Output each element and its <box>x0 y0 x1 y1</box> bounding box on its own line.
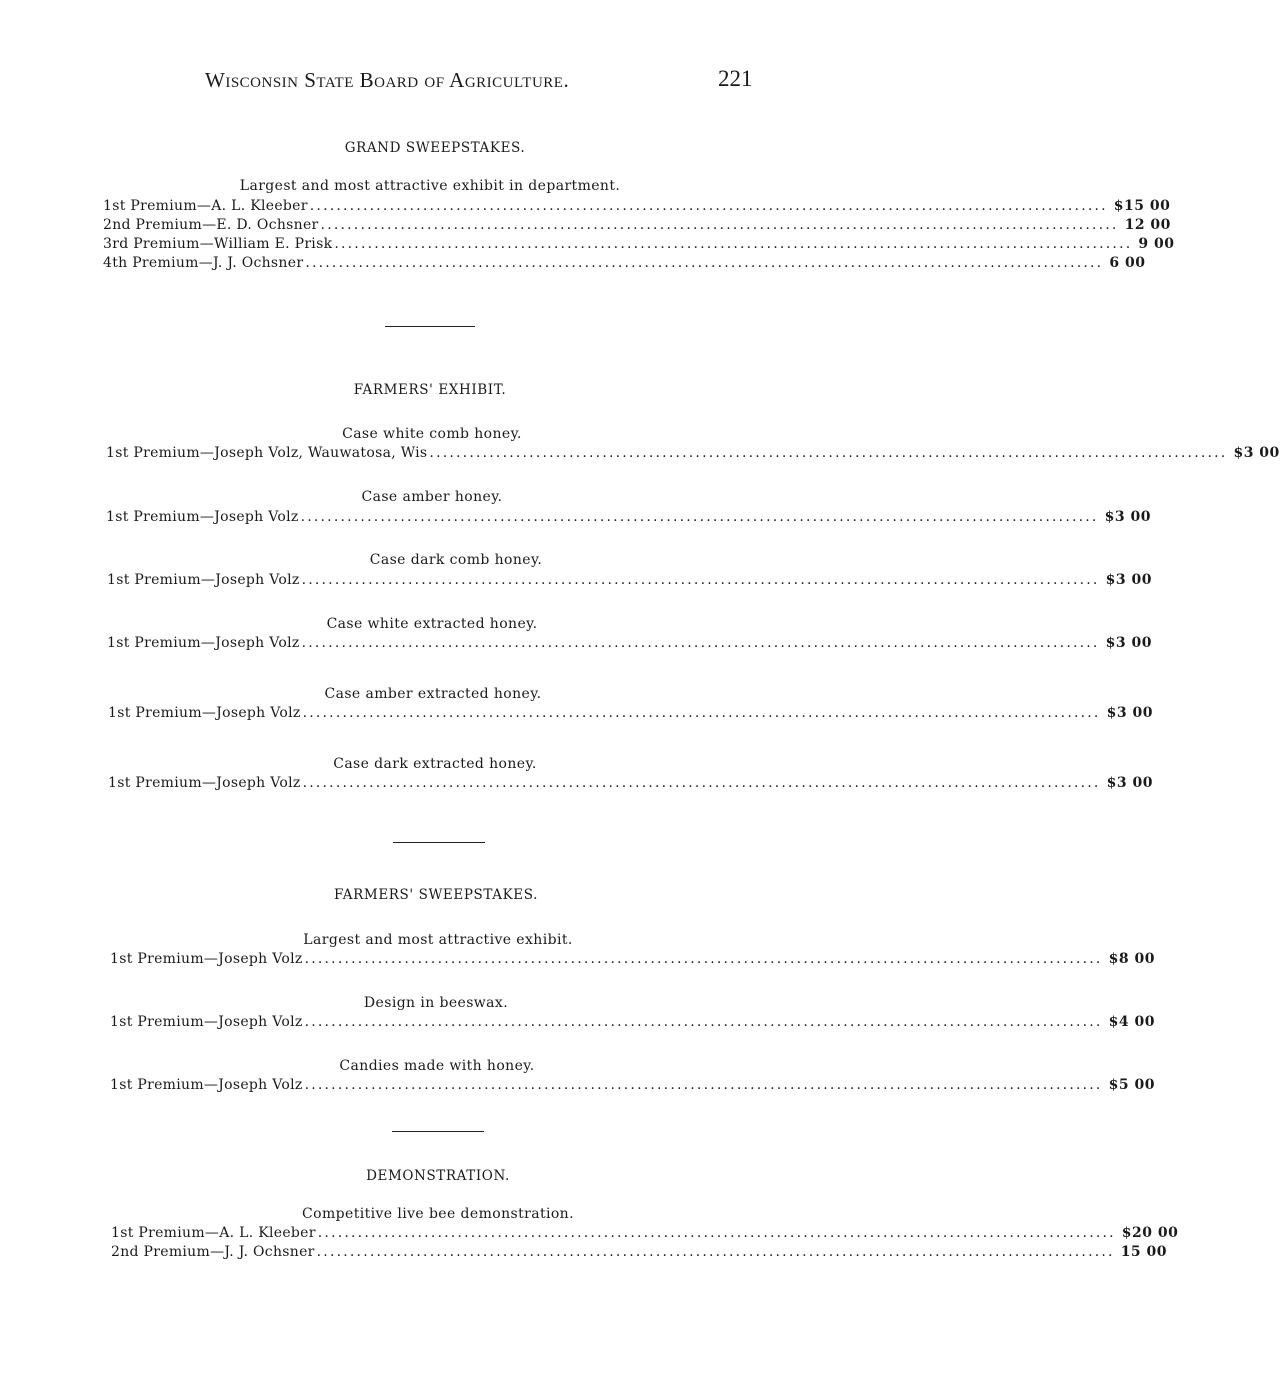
premium-entry <box>108 705 1153 721</box>
entry-label: 1st Premium—Joseph Volz <box>108 775 301 791</box>
class-subhead: Case dark comb honey. <box>369 552 543 568</box>
leader-dots: ........................................................................................................................ <box>316 1244 1115 1260</box>
entry-label: 2nd Premium—E. D. Ochsner <box>103 217 319 233</box>
premium-entry <box>103 255 1146 271</box>
class-subhead: Largest and most attractive exhibit. <box>303 932 573 948</box>
section-heading-grand-sweepstakes: GRAND SWEEPSTAKES. <box>344 140 526 156</box>
entry-amount: $20 00 <box>1121 1225 1179 1241</box>
premium-entry <box>103 217 1171 233</box>
entry-label: 4th Premium—J. J. Ochsner <box>103 255 304 271</box>
leader-dots: ........................................................................................................................ <box>302 705 1101 721</box>
entry-amount: 6 00 <box>1109 255 1146 271</box>
class-subhead: Case dark extracted honey. <box>333 756 537 772</box>
page-number: 221 <box>718 66 753 91</box>
leader-dots: ........................................................................................................................ <box>309 198 1108 214</box>
premium-entry <box>108 775 1153 791</box>
entry-label: 1st Premium—Joseph Volz <box>110 1077 303 1093</box>
class-subhead: Design in beeswax. <box>363 995 509 1011</box>
entry-label: 1st Premium—Joseph Volz, Wauwatosa, Wis <box>106 445 428 461</box>
leader-dots: ........................................................................................................................ <box>429 445 1228 461</box>
class-subhead: Case white extracted honey. <box>326 616 538 632</box>
leader-dots: ........................................................................................................................ <box>305 255 1104 271</box>
running-title: Wisconsin State Board of Agriculture. <box>205 68 570 92</box>
premium-entry <box>110 951 1155 967</box>
leader-dots: ........................................................................................................................ <box>304 1014 1103 1030</box>
leader-dots: ........................................................................................................................ <box>301 572 1100 588</box>
leader-dots: ........................................................................................................................ <box>304 951 1103 967</box>
leader-dots: ........................................................................................................................ <box>302 775 1101 791</box>
leader-dots: ........................................................................................................................ <box>334 236 1133 252</box>
entry-label: 1st Premium—Joseph Volz <box>110 951 303 967</box>
premium-entry <box>107 572 1152 588</box>
premium-entry <box>107 635 1152 651</box>
section-divider <box>385 326 475 327</box>
entry-label: 3rd Premium—William E. Prisk <box>103 236 333 252</box>
premium-entry <box>106 509 1151 525</box>
entry-amount: $8 00 <box>1108 951 1155 967</box>
entry-label: 1st Premium—A. L. Kleeber <box>103 198 308 214</box>
premium-entry <box>111 1244 1168 1260</box>
entry-amount: 15 00 <box>1120 1244 1168 1260</box>
class-subhead: Candies made with honey. <box>339 1058 535 1074</box>
leader-dots: ........................................................................................................................ <box>304 1077 1103 1093</box>
entry-amount: $5 00 <box>1108 1077 1155 1093</box>
class-subhead: Case amber honey. <box>361 489 503 505</box>
entry-label: 1st Premium—Joseph Volz <box>110 1014 303 1030</box>
entry-label: 1st Premium—A. L. Kleeber <box>111 1225 316 1241</box>
entry-amount: $3 00 <box>1105 635 1152 651</box>
entry-amount: $3 00 <box>1106 775 1153 791</box>
class-subhead: Case amber extracted honey. <box>324 686 542 702</box>
entry-amount: $15 00 <box>1113 198 1171 214</box>
section-divider <box>393 842 485 843</box>
premium-entry <box>110 1077 1155 1093</box>
entry-label: 1st Premium—Joseph Volz <box>107 635 300 651</box>
entry-label: 1st Premium—Joseph Volz <box>107 572 300 588</box>
leader-dots: ........................................................................................................................ <box>320 217 1119 233</box>
entry-amount: 12 00 <box>1124 217 1171 233</box>
section-divider <box>392 1131 484 1132</box>
premium-entry <box>106 445 1280 461</box>
entry-amount: $4 00 <box>1108 1014 1155 1030</box>
section-heading-farmers-sweepstakes: FARMERS' SWEEPSTAKES. <box>334 887 538 903</box>
premium-entry <box>103 236 1175 252</box>
entry-amount: $3 00 <box>1233 445 1280 461</box>
entry-amount: $3 00 <box>1106 705 1153 721</box>
leader-dots: ........................................................................................................................ <box>301 635 1100 651</box>
entry-amount: 9 00 <box>1138 236 1175 252</box>
class-subhead: Largest and most attractive exhibit in department. <box>239 178 621 194</box>
leader-dots: ........................................................................................................................ <box>317 1225 1116 1241</box>
class-subhead: Case white comb honey. <box>342 426 522 442</box>
premium-entry <box>103 198 1171 214</box>
premium-entry <box>111 1225 1179 1241</box>
section-heading-farmers-exhibit: FARMERS' EXHIBIT. <box>353 382 507 398</box>
section-heading-demonstration: DEMONSTRATION. <box>366 1168 510 1184</box>
entry-label: 1st Premium—Joseph Volz <box>106 509 299 525</box>
entry-label: 2nd Premium—J. J. Ochsner <box>111 1244 315 1260</box>
leader-dots: ........................................................................................................................ <box>300 509 1099 525</box>
entry-amount: $3 00 <box>1104 509 1151 525</box>
premium-entry <box>110 1014 1155 1030</box>
class-subhead: Competitive live bee demonstration. <box>302 1206 574 1222</box>
entry-label: 1st Premium—Joseph Volz <box>108 705 301 721</box>
entry-amount: $3 00 <box>1105 572 1152 588</box>
